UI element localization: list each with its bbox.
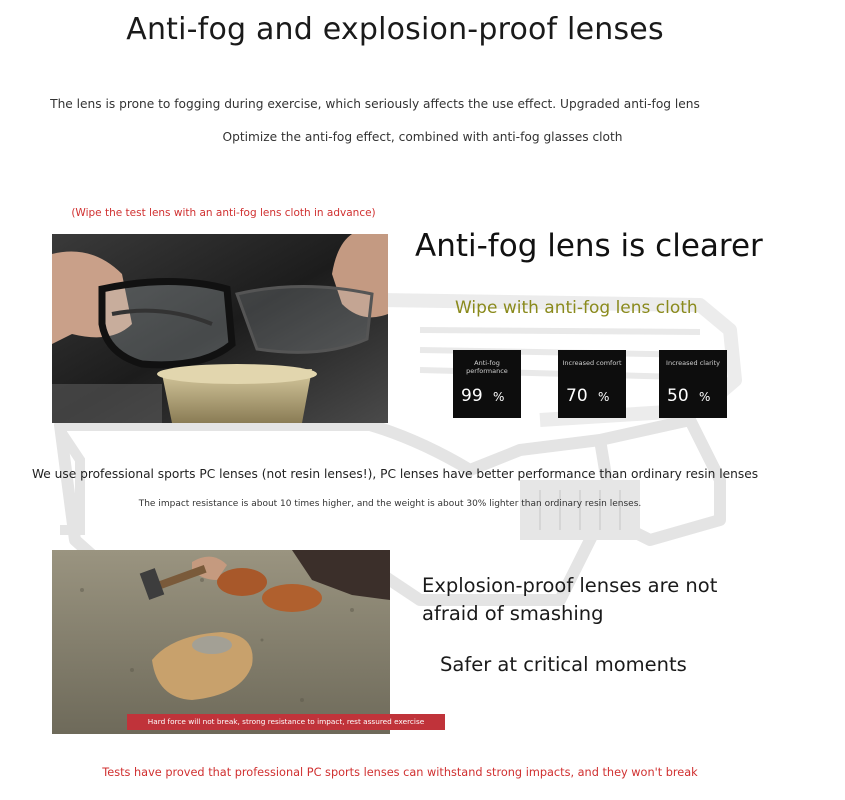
page-title: Anti-fog and explosion-proof lenses [126,12,664,47]
metric-increased-clarity [659,350,727,418]
metric-increased-comfort [558,350,626,418]
metric-antifog-performance [453,350,521,418]
wipe-cloth-label: Wipe with anti-fog lens cloth [455,298,698,318]
photo-hammer-test [52,550,425,734]
safer-subheading: Safer at critical moments [440,653,687,676]
metric-unit: % [699,390,711,404]
metric-value: 70 [566,386,588,406]
pc-lens-description: We use professional sports PC lenses (not resin lenses!), PC lenses have better performance than ordinary resin lenses [31,467,759,481]
test-note: (Wipe the test lens with an anti-fog lens cloth in advance) [71,207,376,219]
metric-unit: % [493,390,505,404]
metric-label: Increased comfort [562,359,622,367]
test-proof-note: Tests have proved that professional PC sports lenses can withstand strong impacts, and they won't break [102,766,698,779]
metric-label: Anti-fog performance [466,359,508,375]
intro-text-line-1: The lens is prone to fogging during exercise, which seriously affects the use effect. Upgraded anti-fog lens [50,97,700,111]
antifog-heading: Anti-fog lens is clearer [415,228,763,264]
metric-value: 99 [461,386,483,406]
metric-value: 50 [667,386,689,406]
intro-text-line-2: Optimize the anti-fog effect, combined with anti-fog glasses cloth [222,130,623,144]
photo-caption-bar: Hard force will not break, strong resistance to impact, rest assured exercise [127,714,445,730]
metric-unit: % [598,390,610,404]
metric-label: Increased clarity [666,359,720,367]
photo-wiping-glasses [52,234,388,423]
pc-lens-detail: The impact resistance is about 10 times higher, and the weight is about 30% lighter than ordinary resin lenses. [138,499,642,509]
explosion-heading: Explosion-proof lenses are not afraid of smashing [422,574,718,625]
